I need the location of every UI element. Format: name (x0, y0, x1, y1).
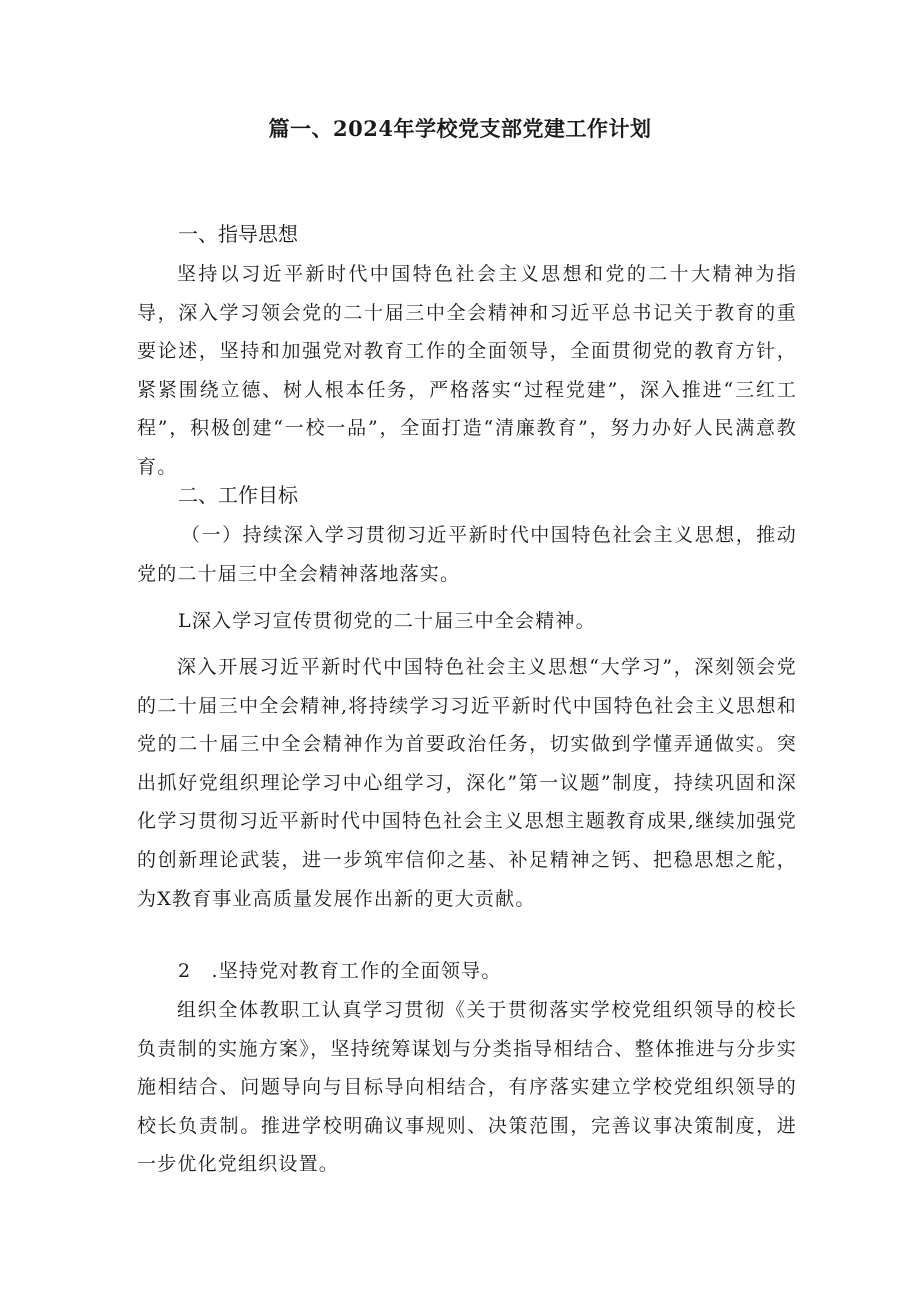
item1-paragraph: 深入开展习近平新时代中国特色社会主义思想“大学习”，深刻领会党的二十届三中全会精神,将持续学习习近平新时代中国特色社会主义思想和党的二十届三中全会精神作为首要政治任务，切实做到学懂弄通做实。突出抓好党组织理论学习中心组学习，深化”第一议题”制度，持续巩固和深化学习贯彻习近平新时代中国特色社会主义思想主题教育成果,继续加强党的创新理论武装，进一步筑牢信仰之基、补足精神之钙、把稳思想之舵，为X教育事业高质量发展作出新的更大贡献。 (137, 656, 797, 910)
section2-heading: 二、工作目标 (178, 483, 298, 507)
item1-heading: L深入学习宣传贯彻党的二十届三中全会精神。 (178, 610, 596, 632)
section2-sub-heading: （一）持续深入学习贯彻习近平新时代中国特色社会主义思想，推动党的二十届三中全会精神落地落实。 (137, 524, 797, 585)
section1-paragraph: 坚持以习近平新时代中国特色社会主义思想和党的二十大精神为指导，深入学习领会党的二十届三中全会精神和习近平总书记关于教育的重要论述，坚持和加强党对教育工作的全面领导，全面贯彻党的教育方针，紧紧围绕立德、树人根本任务，严格落实“过程党建”，深入推进“三红工程”，积极创建“一校一品”，全面打造“清廉教育”，努力办好人民满意教育。 (137, 263, 797, 478)
item2-heading: 2 .坚持党对教育工作的全面领导。 (178, 960, 502, 982)
section1-heading: 一、指导思想 (178, 222, 298, 246)
item2-paragraph: 组织全体教职工认真学习贯彻《关于贯彻落实学校党组织领导的校长负责制的实施方案》，坚持统筹谋划与分类指导相结合、整体推进与分步实施相结合、问题导向与目标导向相结合，有序落实建立学校党组织领导的校长负责制。推进学校明确议事规则、决策范围，完善议事决策制度，进一步优化党组织设置。 (137, 999, 797, 1176)
document-title: 篇一、2024年学校党支部党建工作计划 (268, 116, 652, 141)
